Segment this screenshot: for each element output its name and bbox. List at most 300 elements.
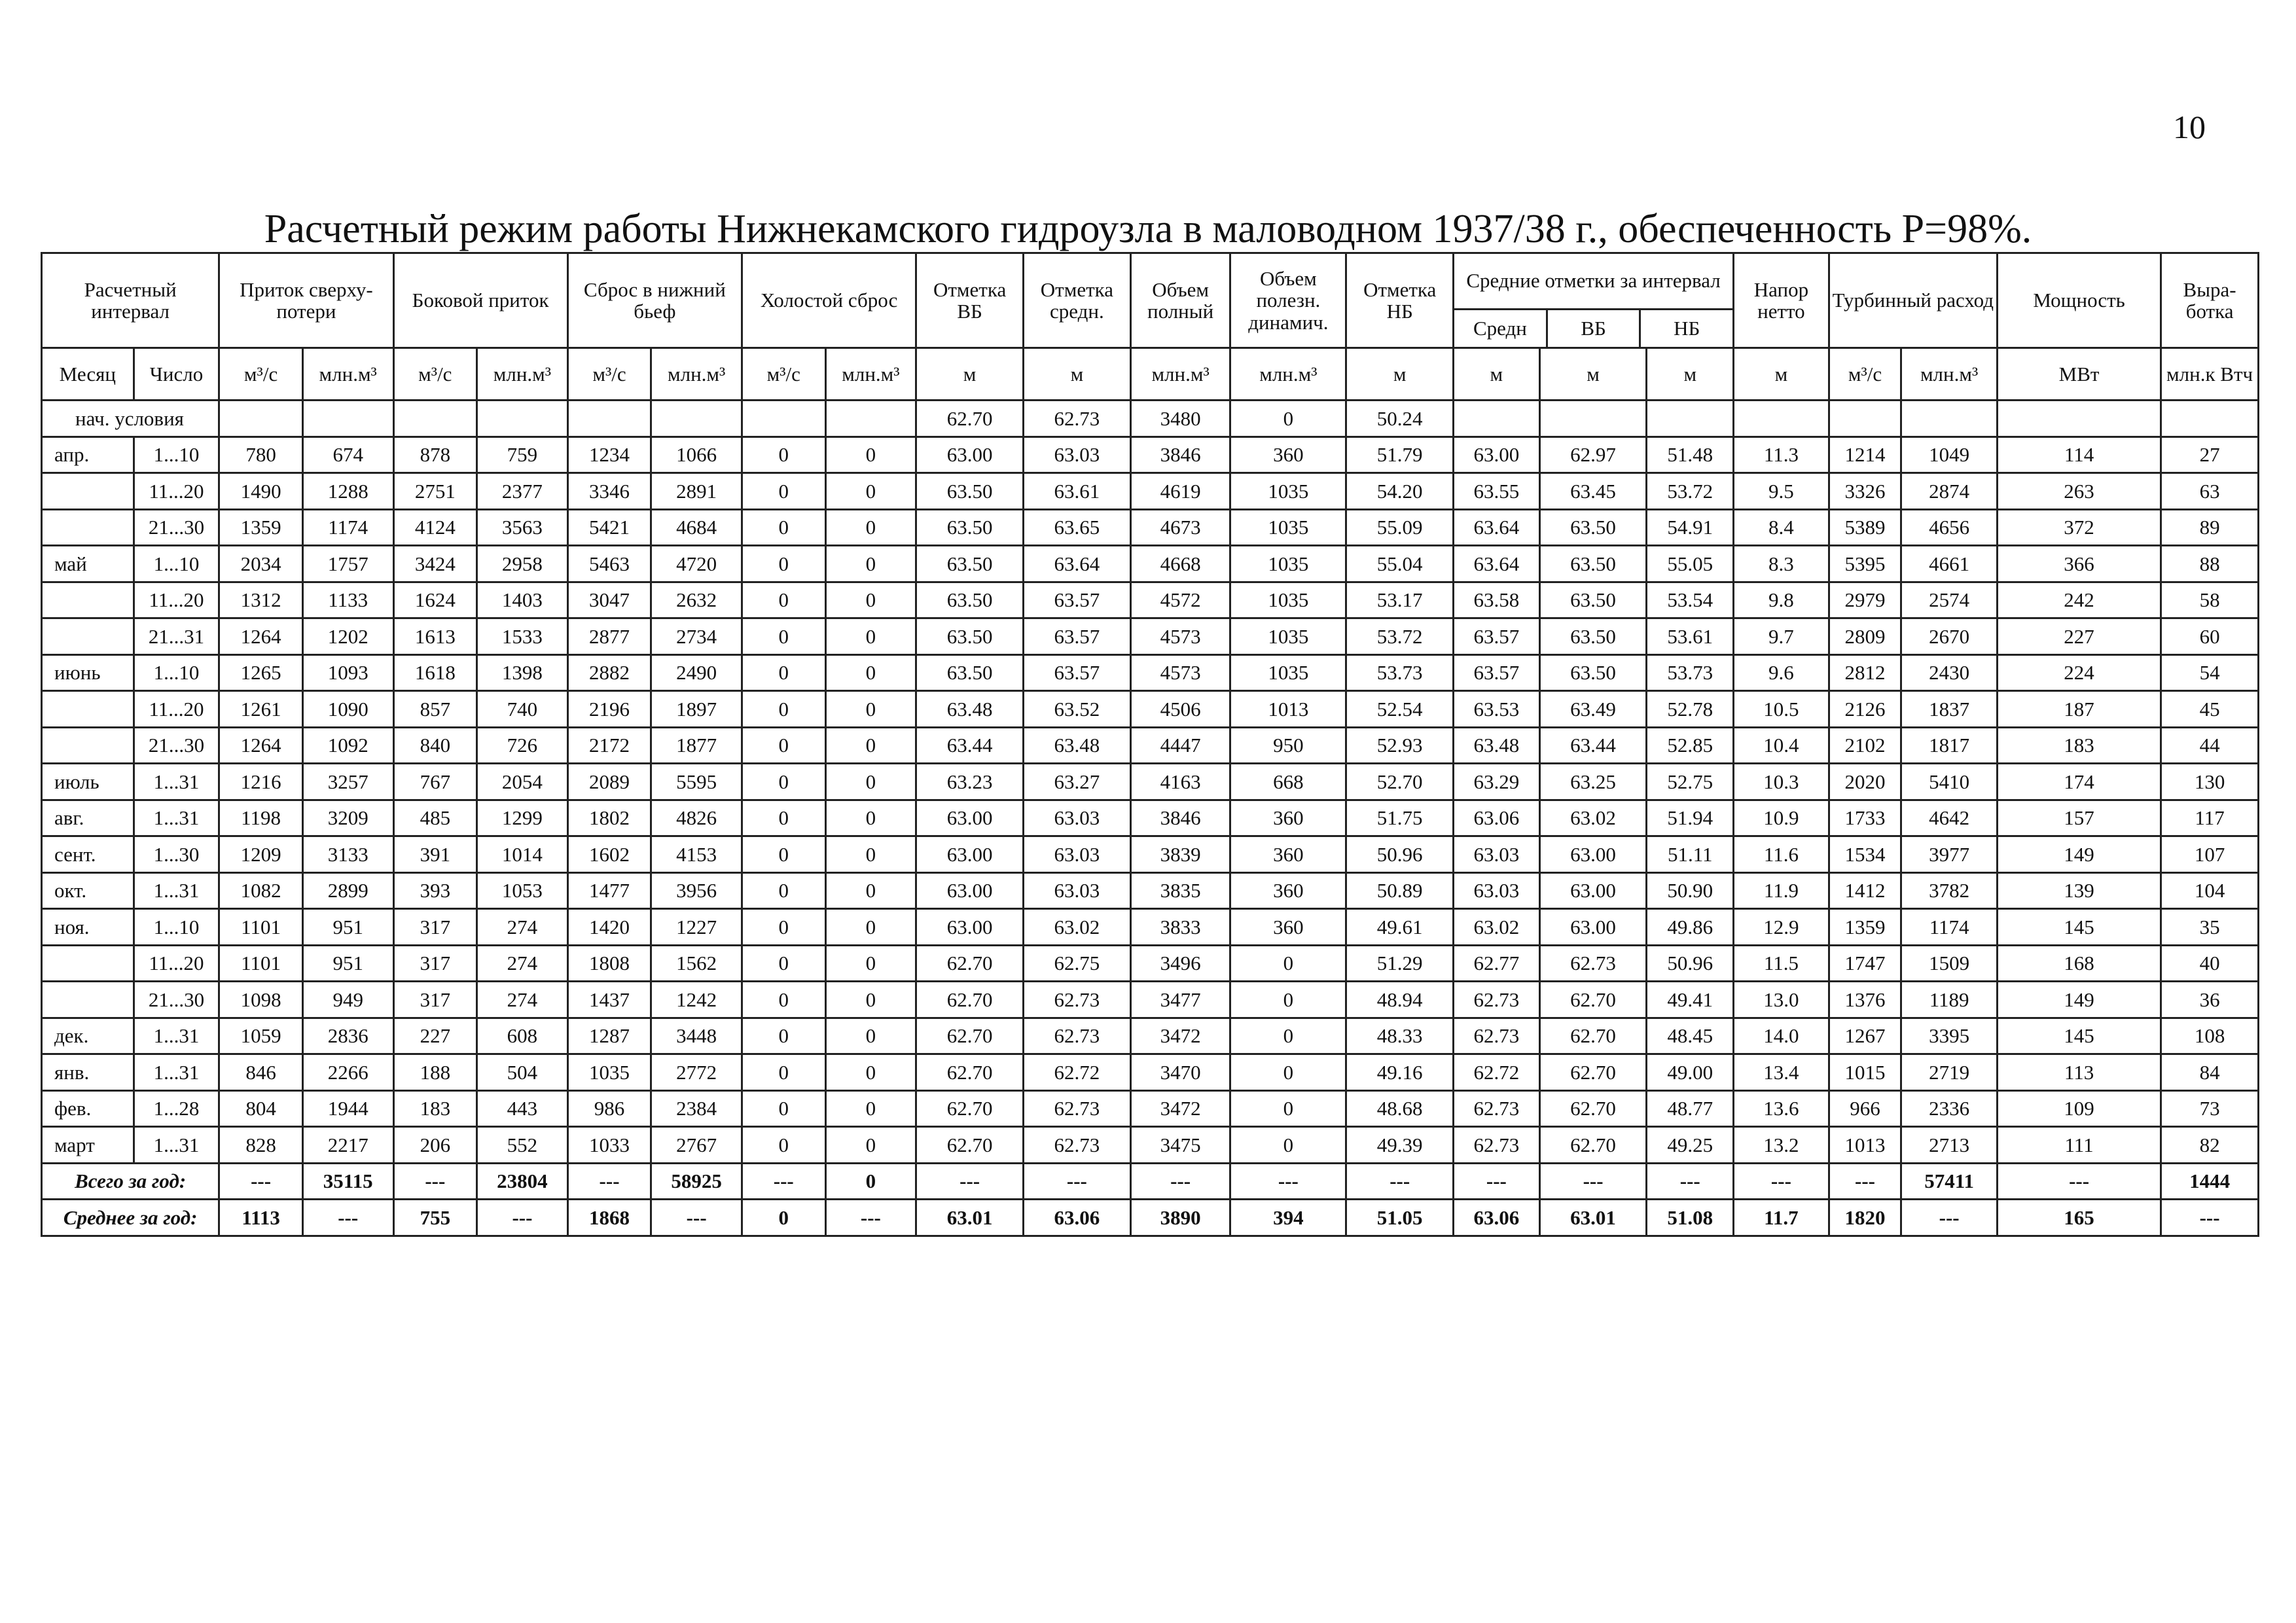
table-row <box>42 1018 2259 1054</box>
table-cell: 50.89 <box>1346 872 1454 909</box>
table-cell: 63.57 <box>1024 654 1131 691</box>
table-cell: 62.73 <box>1454 1127 1540 1164</box>
table-cell <box>1997 401 2161 437</box>
table-cell: 0 <box>825 836 916 873</box>
table-cell: 50.96 <box>1647 945 1734 982</box>
table-cell: --- <box>825 1200 916 1236</box>
day-range-cell: 21...31 <box>134 618 219 655</box>
table-cell: --- <box>1454 1163 1540 1200</box>
month-cell: авг. <box>42 800 134 836</box>
table-cell: 1049 <box>1901 437 1998 473</box>
table-cell: --- <box>302 1200 393 1236</box>
table-cell: --- <box>651 1200 742 1236</box>
table-cell: 2874 <box>1901 473 1998 510</box>
table-cell: 3833 <box>1130 909 1230 946</box>
table-cell: 55.04 <box>1346 546 1454 582</box>
table-cell: 1817 <box>1901 727 1998 764</box>
table-cell: 2713 <box>1901 1127 1998 1164</box>
table-cell: 2734 <box>651 618 742 655</box>
total-row-label: Всего за год: <box>42 1163 219 1200</box>
table-cell: 149 <box>1997 836 2161 873</box>
table-cell: 63.44 <box>916 727 1024 764</box>
table-cell: 2958 <box>477 546 568 582</box>
table-cell: 393 <box>393 872 477 909</box>
table-cell: 1757 <box>302 546 393 582</box>
table-cell: 187 <box>1997 691 2161 728</box>
table-cell: 5395 <box>1829 546 1901 582</box>
table-cell: 9.6 <box>1734 654 1829 691</box>
table-cell: 145 <box>1997 1018 2161 1054</box>
table-cell: 54.91 <box>1647 509 1734 546</box>
table-cell: 951 <box>302 909 393 946</box>
table-cell: 1287 <box>567 1018 651 1054</box>
table-cell: 54 <box>2161 654 2259 691</box>
table-cell: 1093 <box>302 654 393 691</box>
table-cell: 4673 <box>1130 509 1230 546</box>
table-cell: 4619 <box>1130 473 1230 510</box>
table-cell: 366 <box>1997 546 2161 582</box>
table-cell: 49.39 <box>1346 1127 1454 1164</box>
table-cell: 0 <box>742 546 825 582</box>
table-cell: 63.03 <box>1024 872 1131 909</box>
month-cell: окт. <box>42 872 134 909</box>
table-cell: 62.70 <box>916 1018 1024 1054</box>
month-cell <box>42 618 134 655</box>
table-cell: 62.70 <box>1539 982 1647 1018</box>
table-cell: 360 <box>1230 836 1346 873</box>
table-cell: 3424 <box>393 546 477 582</box>
unit-turbine-m3s: м³/с <box>1829 348 1901 401</box>
table-cell: 0 <box>825 509 916 546</box>
table-cell: 391 <box>393 836 477 873</box>
table-row <box>42 836 2259 873</box>
table-cell: 317 <box>393 909 477 946</box>
table-cell: 63.02 <box>1539 800 1647 836</box>
day-range-cell: 1...31 <box>134 764 219 800</box>
table-cell <box>393 401 477 437</box>
table-cell: 63.58 <box>1454 582 1540 618</box>
unit-mark-vb: м <box>916 348 1024 401</box>
table-cell: 857 <box>393 691 477 728</box>
table-cell: 2102 <box>1829 727 1901 764</box>
table-cell: 360 <box>1230 872 1346 909</box>
table-cell: 1477 <box>567 872 651 909</box>
table-cell: 0 <box>742 727 825 764</box>
table-cell: 63.53 <box>1454 691 1540 728</box>
day-range-cell: 11...20 <box>134 691 219 728</box>
table-cell: 224 <box>1997 654 2161 691</box>
table-cell: 1299 <box>477 800 568 836</box>
table-cell: 3839 <box>1130 836 1230 873</box>
table-cell: 4572 <box>1130 582 1230 618</box>
table-cell: 1602 <box>567 836 651 873</box>
day-range-cell: 1...30 <box>134 836 219 873</box>
table-cell: 62.70 <box>916 945 1024 982</box>
table-cell: 5421 <box>567 509 651 546</box>
table-cell <box>567 401 651 437</box>
table-cell: 63.55 <box>1454 473 1540 510</box>
table-cell: 274 <box>477 909 568 946</box>
table-cell: 10.3 <box>1734 764 1829 800</box>
table-row <box>42 764 2259 800</box>
table-cell: 23804 <box>477 1163 568 1200</box>
table-cell: 0 <box>825 1090 916 1127</box>
unit-avg-nb: м <box>1647 348 1734 401</box>
table-cell: 63.00 <box>1454 437 1540 473</box>
table-cell <box>651 401 742 437</box>
table-cell: 130 <box>2161 764 2259 800</box>
table-cell: 1288 <box>302 473 393 510</box>
table-cell: 674 <box>302 437 393 473</box>
table-cell: 0 <box>825 1018 916 1054</box>
table-cell: 552 <box>477 1127 568 1164</box>
table-cell: 63.06 <box>1454 800 1540 836</box>
table-row <box>42 582 2259 618</box>
table-cell: 372 <box>1997 509 2161 546</box>
table-cell: 1264 <box>219 618 303 655</box>
unit-idle-mln: млн.м³ <box>825 348 916 401</box>
day-range-cell: 11...20 <box>134 945 219 982</box>
table-cell: 1202 <box>302 618 393 655</box>
table-cell: 63.50 <box>1539 618 1647 655</box>
header-turbine: Турбинный расход <box>1829 253 1997 348</box>
average-row <box>42 1200 2259 1236</box>
table-cell: 63.00 <box>916 800 1024 836</box>
initial-mark-avg: 62.73 <box>1024 401 1131 437</box>
header-interval: Расчетный интервал <box>42 253 219 348</box>
table-cell: 50.96 <box>1346 836 1454 873</box>
table-cell: 63.50 <box>916 546 1024 582</box>
table-cell: 3956 <box>651 872 742 909</box>
table-row <box>42 1090 2259 1127</box>
table-cell: 3782 <box>1901 872 1998 909</box>
unit-lateral-mln: млн.м³ <box>477 348 568 401</box>
table-cell: 52.85 <box>1647 727 1734 764</box>
table-cell: 62.73 <box>1024 1018 1131 1054</box>
unit-lateral-m3s: м³/с <box>393 348 477 401</box>
table-cell: 49.00 <box>1647 1054 1734 1091</box>
table-cell: 165 <box>1997 1200 2161 1236</box>
table-cell: 1437 <box>567 982 651 1018</box>
header-idle: Холостой сброс <box>742 253 916 348</box>
unit-discharge-m3s: м³/с <box>567 348 651 401</box>
table-cell: 1312 <box>219 582 303 618</box>
day-range-cell: 1...31 <box>134 1018 219 1054</box>
table-cell: 2899 <box>302 872 393 909</box>
table-cell: 63.03 <box>1454 872 1540 909</box>
table-cell: 4447 <box>1130 727 1230 764</box>
regime-table <box>41 252 2259 1237</box>
table-cell: 1035 <box>1230 546 1346 582</box>
table-cell: 5410 <box>1901 764 1998 800</box>
table-cell: 3475 <box>1130 1127 1230 1164</box>
month-cell: июль <box>42 764 134 800</box>
table-cell: 1014 <box>477 836 568 873</box>
table-cell: 5463 <box>567 546 651 582</box>
table-cell: 63.50 <box>1539 509 1647 546</box>
table-cell: 1944 <box>302 1090 393 1127</box>
total-row <box>42 1163 2259 1200</box>
unit-idle-m3s: м³/с <box>742 348 825 401</box>
table-cell: 0 <box>1230 1054 1346 1091</box>
table-cell: 1098 <box>219 982 303 1018</box>
table-cell: 13.2 <box>1734 1127 1829 1164</box>
table-cell: 62.70 <box>1539 1127 1647 1164</box>
table-cell: 63.57 <box>1454 654 1540 691</box>
table-cell: 1412 <box>1829 872 1901 909</box>
table-cell: 1534 <box>1829 836 1901 873</box>
table-cell: 3346 <box>567 473 651 510</box>
table-cell: 145 <box>1997 909 2161 946</box>
table-cell: 504 <box>477 1054 568 1091</box>
table-cell: 0 <box>742 764 825 800</box>
table-cell: 62.73 <box>1454 982 1540 1018</box>
table-cell: 49.25 <box>1647 1127 1734 1164</box>
table-cell: 63.50 <box>916 618 1024 655</box>
table-cell: 89 <box>2161 509 2259 546</box>
table-cell: 63.00 <box>1539 836 1647 873</box>
table-cell: 4163 <box>1130 764 1230 800</box>
table-cell: 2126 <box>1829 691 1901 728</box>
table-cell: 52.93 <box>1346 727 1454 764</box>
table-cell: 2430 <box>1901 654 1998 691</box>
header-avg-nb: НБ <box>1639 310 1732 347</box>
table-cell: 84 <box>2161 1054 2259 1091</box>
table-cell: 51.08 <box>1647 1200 1734 1236</box>
table-cell: 188 <box>393 1054 477 1091</box>
table-cell: 1403 <box>477 582 568 618</box>
table-cell: 1359 <box>1829 909 1901 946</box>
table-cell: 60 <box>2161 618 2259 655</box>
table-cell: 0 <box>825 618 916 655</box>
header-avg-marks <box>1454 253 1734 348</box>
table-cell: 3563 <box>477 509 568 546</box>
table-cell: --- <box>1901 1200 1998 1236</box>
table-cell: 55.09 <box>1346 509 1454 546</box>
table-cell: 63.00 <box>916 437 1024 473</box>
table-cell: 2196 <box>567 691 651 728</box>
table-cell: 63 <box>2161 473 2259 510</box>
month-cell <box>42 582 134 618</box>
table-cell: 3472 <box>1130 1090 1230 1127</box>
table-cell: 0 <box>825 727 916 764</box>
table-cell: --- <box>1734 1163 1829 1200</box>
table-cell: 0 <box>1230 982 1346 1018</box>
table-cell: 62.73 <box>1454 1090 1540 1127</box>
table-cell: 0 <box>742 582 825 618</box>
table-cell: 2882 <box>567 654 651 691</box>
table-cell: 2384 <box>651 1090 742 1127</box>
day-range-cell: 1...10 <box>134 654 219 691</box>
table-cell: 63.64 <box>1454 509 1540 546</box>
table-cell: --- <box>916 1163 1024 1200</box>
table-cell: 52.70 <box>1346 764 1454 800</box>
table-cell: 360 <box>1230 909 1346 946</box>
table-cell: 11.3 <box>1734 437 1829 473</box>
table-cell: 263 <box>1997 473 2161 510</box>
table-cell: 62.73 <box>1454 1018 1540 1054</box>
initial-label: нач. условия <box>42 401 219 437</box>
table-cell: 1877 <box>651 727 742 764</box>
table-cell: 2574 <box>1901 582 1998 618</box>
table-row <box>42 909 2259 946</box>
table-cell: 1234 <box>567 437 651 473</box>
table-cell: 149 <box>1997 982 2161 1018</box>
table-cell: 0 <box>1230 1090 1346 1127</box>
table-cell: 1747 <box>1829 945 1901 982</box>
table-cell: 63.57 <box>1024 618 1131 655</box>
table-cell <box>1829 401 1901 437</box>
table-cell: 1101 <box>219 909 303 946</box>
table-cell: 63.50 <box>1539 654 1647 691</box>
month-cell <box>42 727 134 764</box>
table-cell: 174 <box>1997 764 2161 800</box>
table-cell: 2089 <box>567 764 651 800</box>
table-cell: 668 <box>1230 764 1346 800</box>
table-cell: 780 <box>219 437 303 473</box>
table-row <box>42 654 2259 691</box>
table-cell: 1897 <box>651 691 742 728</box>
table-cell: 63.64 <box>1454 546 1540 582</box>
table-cell: --- <box>1130 1163 1230 1200</box>
unit-inflow-mln: млн.м³ <box>302 348 393 401</box>
table-cell: 12.9 <box>1734 909 1829 946</box>
table-cell: 10.4 <box>1734 727 1829 764</box>
table-cell: 755 <box>393 1200 477 1236</box>
table-cell: 11.7 <box>1734 1200 1829 1236</box>
table-cell: 828 <box>219 1127 303 1164</box>
table-cell: 2979 <box>1829 582 1901 618</box>
table-cell: 317 <box>393 945 477 982</box>
table-cell: 63.27 <box>1024 764 1131 800</box>
table-cell: 0 <box>1230 945 1346 982</box>
table-cell: 51.11 <box>1647 836 1734 873</box>
table-cell: 62.70 <box>1539 1054 1647 1091</box>
table-cell: 1209 <box>219 836 303 873</box>
table-row <box>42 546 2259 582</box>
table-cell: 45 <box>2161 691 2259 728</box>
table-cell: 3448 <box>651 1018 742 1054</box>
table-cell: 3477 <box>1130 982 1230 1018</box>
table-cell: 48.68 <box>1346 1090 1454 1127</box>
table-cell: 4656 <box>1901 509 1998 546</box>
table-cell: 10.5 <box>1734 691 1829 728</box>
table-cell: 1189 <box>1901 982 1998 1018</box>
table-cell: 62.70 <box>916 1090 1024 1127</box>
month-cell: янв. <box>42 1054 134 1091</box>
table-cell: 54.20 <box>1346 473 1454 510</box>
table-cell: 63.48 <box>1454 727 1540 764</box>
table-cell: 1267 <box>1829 1018 1901 1054</box>
table-cell: 111 <box>1997 1127 2161 1164</box>
table-cell: 62.73 <box>1024 982 1131 1018</box>
table-cell: 1359 <box>219 509 303 546</box>
table-cell: 63.00 <box>1539 909 1647 946</box>
table-cell: 1066 <box>651 437 742 473</box>
table-cell: 360 <box>1230 437 1346 473</box>
table-cell: 51.48 <box>1647 437 1734 473</box>
document-title: Расчетный режим работы Нижнекамского гидроузла в маловодном 1937/38 г., обеспеченность Р=98%. <box>264 207 2032 251</box>
table-cell: 0 <box>825 1054 916 1091</box>
table-cell: 9.5 <box>1734 473 1829 510</box>
table-cell: 63.64 <box>1024 546 1131 582</box>
table-cell: 2772 <box>651 1054 742 1091</box>
table-cell: 1376 <box>1829 982 1901 1018</box>
table-cell: 51.75 <box>1346 800 1454 836</box>
table-cell: 0 <box>825 437 916 473</box>
table-cell: 1015 <box>1829 1054 1901 1091</box>
header-vol-full: Объем полный <box>1130 253 1230 348</box>
table-cell: 107 <box>2161 836 2259 873</box>
table-cell: 0 <box>825 982 916 1018</box>
table-cell: 4506 <box>1130 691 1230 728</box>
table-cell: 62.75 <box>1024 945 1131 982</box>
month-cell <box>42 509 134 546</box>
table-cell: 3890 <box>1130 1200 1230 1236</box>
table-cell: 2336 <box>1901 1090 1998 1127</box>
month-cell: апр. <box>42 437 134 473</box>
table-cell: 0 <box>825 582 916 618</box>
table-cell: 1174 <box>302 509 393 546</box>
table-cell: 62.77 <box>1454 945 1540 982</box>
table-row <box>42 473 2259 510</box>
table-cell: 1868 <box>567 1200 651 1236</box>
table-cell: 62.70 <box>1539 1018 1647 1054</box>
table-cell: 63.01 <box>1539 1200 1647 1236</box>
table-cell: 63.03 <box>1024 800 1131 836</box>
table-cell: 1082 <box>219 872 303 909</box>
initial-mark-vb: 62.70 <box>916 401 1024 437</box>
month-cell <box>42 691 134 728</box>
table-cell: 62.70 <box>1539 1090 1647 1127</box>
table-cell: 2751 <box>393 473 477 510</box>
table-cell: 3977 <box>1901 836 1998 873</box>
initial-conditions-row <box>42 401 2259 437</box>
table-cell: 51.79 <box>1346 437 1454 473</box>
table-cell: 1808 <box>567 945 651 982</box>
table-cell: --- <box>1997 1163 2161 1200</box>
table-cell: 3470 <box>1130 1054 1230 1091</box>
table-cell <box>825 401 916 437</box>
table-cell: 2217 <box>302 1127 393 1164</box>
table-cell: 49.41 <box>1647 982 1734 1018</box>
table-cell: 1133 <box>302 582 393 618</box>
table-cell: 317 <box>393 982 477 1018</box>
table-cell: 168 <box>1997 945 2161 982</box>
table-cell: 62.97 <box>1539 437 1647 473</box>
header-power: Мощность <box>1997 253 2161 348</box>
table-cell: 63.65 <box>1024 509 1131 546</box>
table-cell: 1033 <box>567 1127 651 1164</box>
table-cell: 4684 <box>651 509 742 546</box>
table-cell: 878 <box>393 437 477 473</box>
table-cell: 1420 <box>567 909 651 946</box>
page-number: 10 <box>2173 109 2206 145</box>
table-cell: 49.16 <box>1346 1054 1454 1091</box>
table-cell: 82 <box>2161 1127 2259 1164</box>
header-lateral: Боковой приток <box>393 253 567 348</box>
table-cell: 63.03 <box>1454 836 1540 873</box>
table-cell: 1035 <box>1230 509 1346 546</box>
table-cell: 0 <box>1230 1127 1346 1164</box>
table-cell: 740 <box>477 691 568 728</box>
table-cell: 0 <box>742 1090 825 1127</box>
table-cell: 157 <box>1997 800 2161 836</box>
table-cell: 274 <box>477 982 568 1018</box>
table-cell: 63.29 <box>1454 764 1540 800</box>
table-row <box>42 1054 2259 1091</box>
table-cell: 73 <box>2161 1090 2259 1127</box>
